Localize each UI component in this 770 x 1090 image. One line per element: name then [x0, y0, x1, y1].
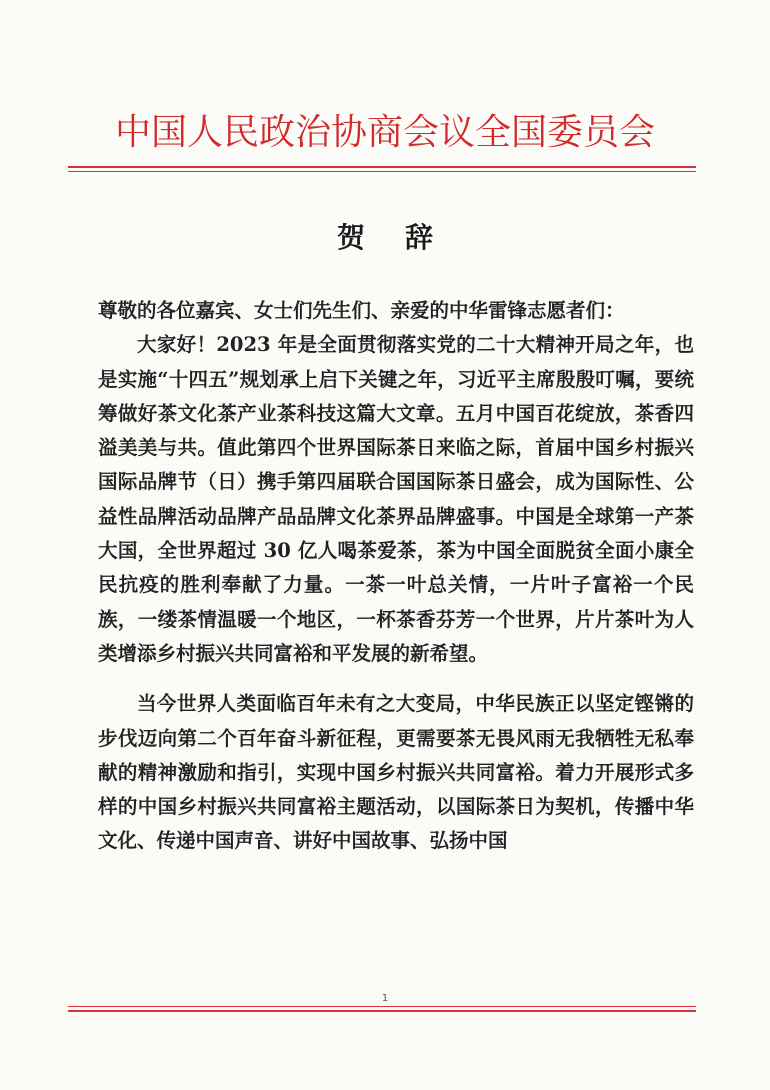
- letterhead-rule-thick: [68, 166, 696, 168]
- footer-rule-thick: [68, 1010, 696, 1012]
- footer-rule-thin: [68, 1006, 696, 1007]
- paragraph: 当今世界人类面临百年未有之大变局，中华民族正以坚定铿锵的步伐迈向第二个百年奋斗新征程，更需要茶无畏风雨无我牺牲无私奉献的精神激励和指引，实现中国乡村振兴共同富裕。着力开展形式多样的中国乡村振兴共同富裕主题活动，以国际茶日为契机，传播中华文化、传递中国声音、讲好中国故事、弘扬中国: [98, 692, 694, 853]
- document-title: [0, 216, 770, 256]
- salutation: 尊敬的各位嘉宾、女士们先生们、亲爱的中华雷锋志愿者们：: [98, 299, 625, 322]
- document-title-char: 贺: [336, 221, 365, 254]
- document-title-char: 辞: [405, 221, 434, 254]
- letterhead-rule-thin: [68, 171, 696, 172]
- paragraph: 大家好！2023 年是全面贯彻落实党的二十大精神开局之年，也是实施“十四五”规划承上启下关键之年，习近平主席殷殷叮嘱，要统筹做好茶文化茶产业茶科技这篇大文章。五月中国百花绽放，茶香四溢美美与共。值此第四个世界国际茶日来临之际，首届中国乡村振兴国际品牌节（日）携手第四届联合国国际茶日盛会，成为国际性、公益性品牌活动品牌产品品牌文化茶界品牌盛事。中国是全球第一产茶大国，全世界超过 30 亿人喝茶爱茶，茶为中国全面脱贫全面小康全民抗疫的胜利奉献了力量。一茶一叶总关情，一片叶子富裕一个民族，一缕茶情温暖一个地区，一杯茶香芬芳一个世界，片片茶叶为人类增添乡村振兴共同富裕和平发展的新希望。: [98, 333, 694, 665]
- document-body: [98, 294, 694, 859]
- letterhead-organization: 中国人民政治协商会议全国委员会: [114, 112, 655, 153]
- page-number: 1: [381, 993, 389, 1004]
